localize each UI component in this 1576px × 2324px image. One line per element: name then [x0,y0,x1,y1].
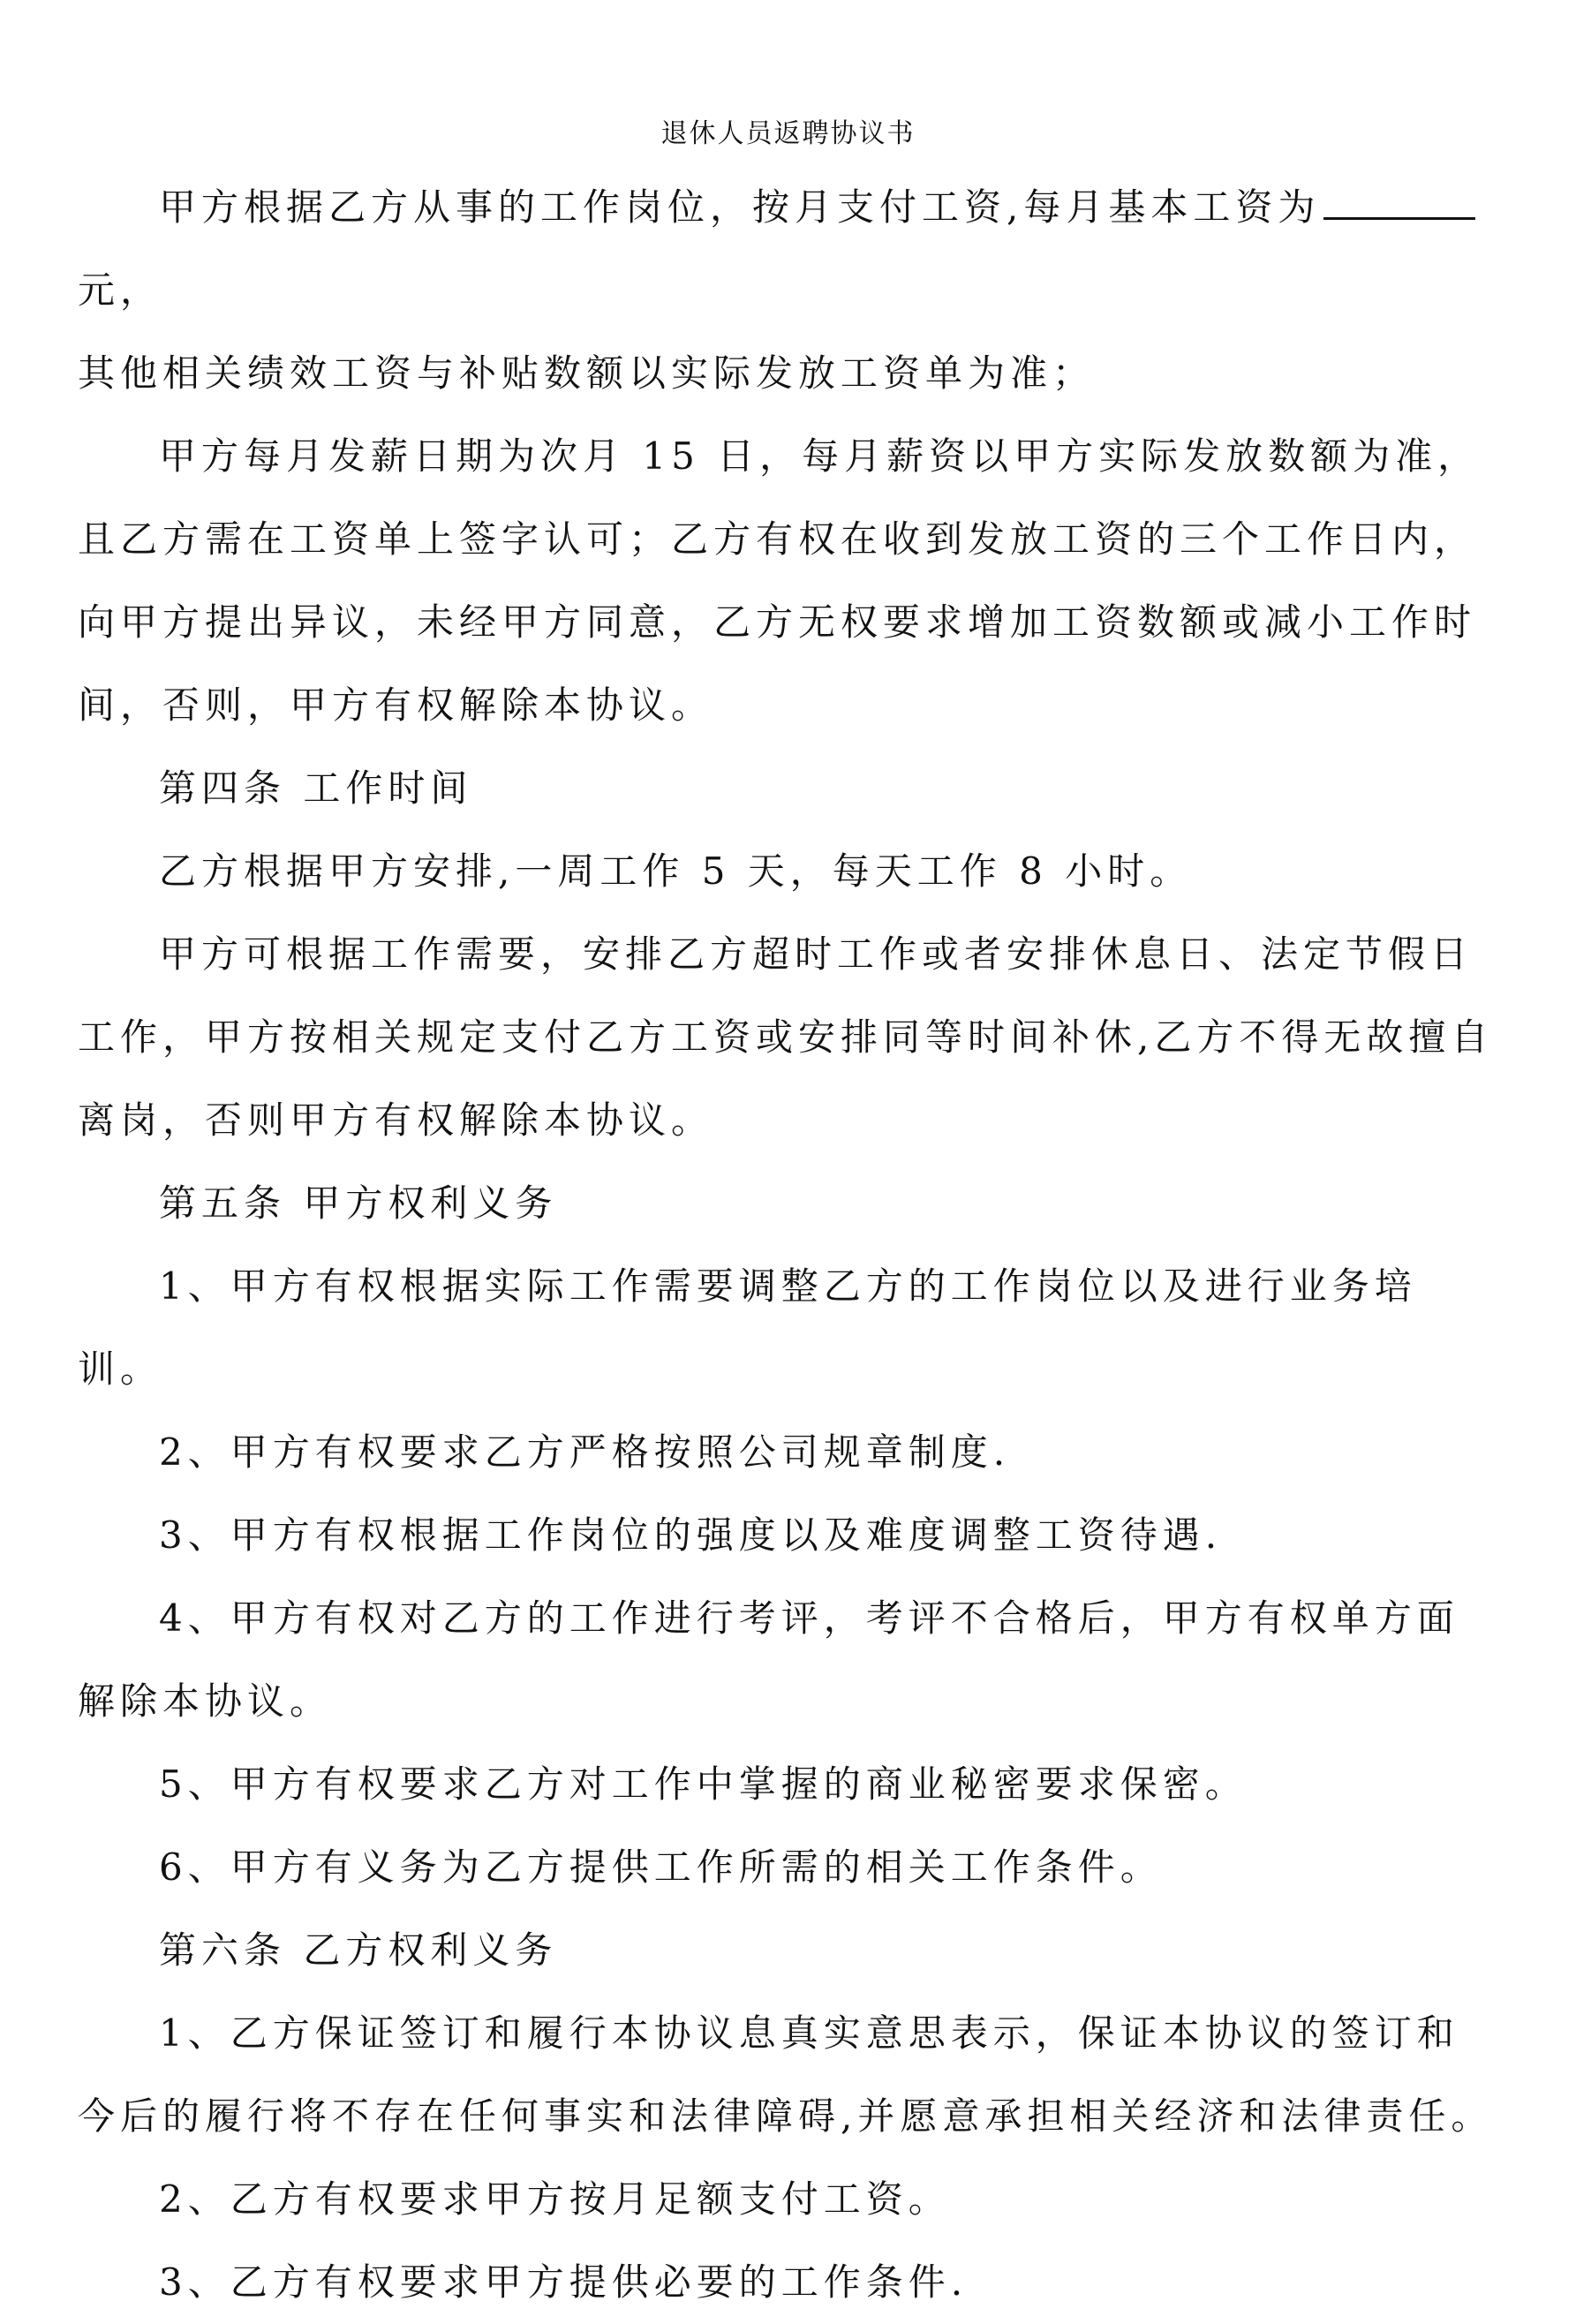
article-4-heading: 第四条 工作时间 [159,766,473,810]
article-5-heading: 第五条 甲方权利义务 [159,1181,558,1225]
article-6-heading: 第六条 乙方权利义务 [159,1928,558,1972]
paragraph-salary-line2: 其他相关绩效工资与补贴数额以实际发放工资单为准； [78,351,1096,395]
paragraph-salary [78,166,1499,415]
paragraph-payday: 甲方每月发薪日期为次月 15 日，每月薪资以甲方实际发放数额为准，且乙方需在工资单上签字认可；乙方有权在收到发放工资的三个工作日内，向甲方提出异议，未经甲方同意，乙方无权要求增加工资数额或减小工作时间，否则，甲方有权解除本协议。 [78,434,1481,727]
article-5-item-5: 5、甲方有权要求乙方对工作中掌握的商业秘密要求保密。 [159,1762,1248,1806]
document-body [78,166,1499,2324]
article-5-item-3: 3、甲方有权根据工作岗位的强度以及难度调整工资待遇. [159,1513,1223,1557]
document-title: 退休人员返聘协议书 [660,118,916,149]
article-5-item-4: 4、甲方有权对乙方的工作进行考评，考评不合格后，甲方有权单方面解除本协议。 [78,1596,1459,1723]
paragraph-overtime: 甲方可根据工作需要，安排乙方超时工作或者安排休息日、法定节假日工作，甲方按相关规定支付乙方工资或安排同等时间补休,乙方不得无故擅自离岗，否则甲方有权解除本协议。 [78,932,1494,1142]
article-5-item-1: 1、甲方有权根据实际工作需要调整乙方的工作岗位以及进行业务培训。 [78,1264,1417,1391]
salary-amount-blank[interactable] [1323,177,1475,220]
article-6-item-3: 3、乙方有权要求甲方提供必要的工作条件. [159,2260,969,2304]
article-6-item-1: 1、乙方保证签订和履行本协议息真实意思表示，保证本协议的签订和今后的履行将不存在任何事实和法律障碍,并愿意承担相关经济和法律责任。 [78,2011,1494,2138]
paragraph-work-week: 乙方根据甲方安排,一周工作 5 天，每天工作 8 小时。 [159,849,1193,893]
paragraph-salary-text: 甲方根据乙方从事的工作岗位，按月支付工资,每月基本工资为 [159,185,1321,229]
article-6-item-2: 2、乙方有权要求甲方按月足额支付工资。 [159,2177,951,2221]
paragraph-salary-unit: 元， [78,268,163,312]
article-5-item-6: 6、甲方有义务为乙方提供工作所需的相关工作条件。 [159,1845,1163,1889]
article-5-item-2: 2、甲方有权要求乙方严格按照公司规章制度. [159,1430,1011,1474]
